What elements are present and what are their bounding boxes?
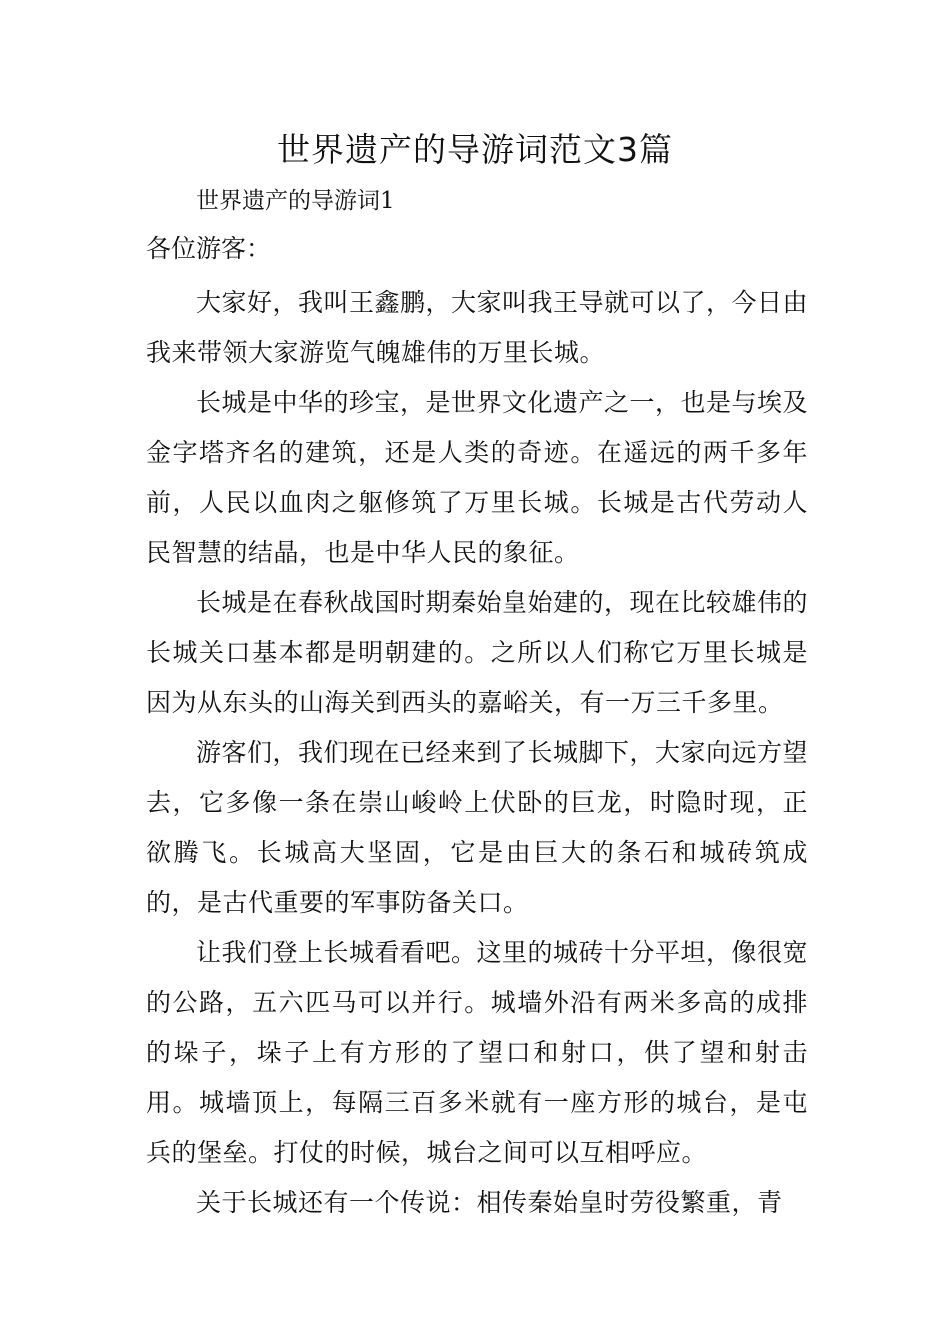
- paragraph-4: 游客们，我们现在已经来到了长城脚下，大家向远方望去，它多像一条在崇山峻岭上伏卧的巨龙，时隐时现，正欲腾飞。长城高大坚固，它是由巨大的条石和城砖筑成的，是古代重要的军事防备关口。: [146, 738, 809, 917]
- paragraph-3: 长城是在春秋战国时期秦始皇始建的，现在比较雄伟的长城关口基本都是明朝建的。之所以人们称它万里长城是因为从东头的山海关到西头的嘉峪关，有一万三千多里。: [146, 588, 809, 717]
- greeting-line: 各位游客：: [146, 234, 272, 263]
- document-body: [146, 278, 808, 1228]
- paragraph-5: 让我们登上长城看看吧。这里的城砖十分平坦，像很宽的公路，五六匹马可以并行。城墙外沿有两米多高的成排的垛子，垛子上有方形的了望口和射口，供了望和射击用。城墙顶上，每隔三百多米就有一座方形的城台，是屯兵的堡垒。打仗的时候，城台之间可以互相呼应。: [146, 938, 809, 1167]
- paragraph-6: 关于长城还有一个传说：相传秦始皇时劳役繁重，青: [196, 1188, 783, 1217]
- paragraph-2: 长城是中华的珍宝，是世界文化遗产之一，也是与埃及金字塔齐名的建筑，还是人类的奇迹。在遥远的两千多年前，人民以血肉之躯修筑了万里长城。长城是古代劳动人民智慧的结晶，也是中华人民的象征。: [146, 388, 809, 567]
- document-title: 世界遗产的导游词范文3篇: [277, 130, 673, 169]
- paragraph-1: 大家好，我叫王鑫鹏，大家叫我王导就可以了，今日由我来带领大家游览气魄雄伟的万里长城。: [146, 288, 809, 367]
- section-subtitle: 世界遗产的导游词1: [196, 188, 395, 214]
